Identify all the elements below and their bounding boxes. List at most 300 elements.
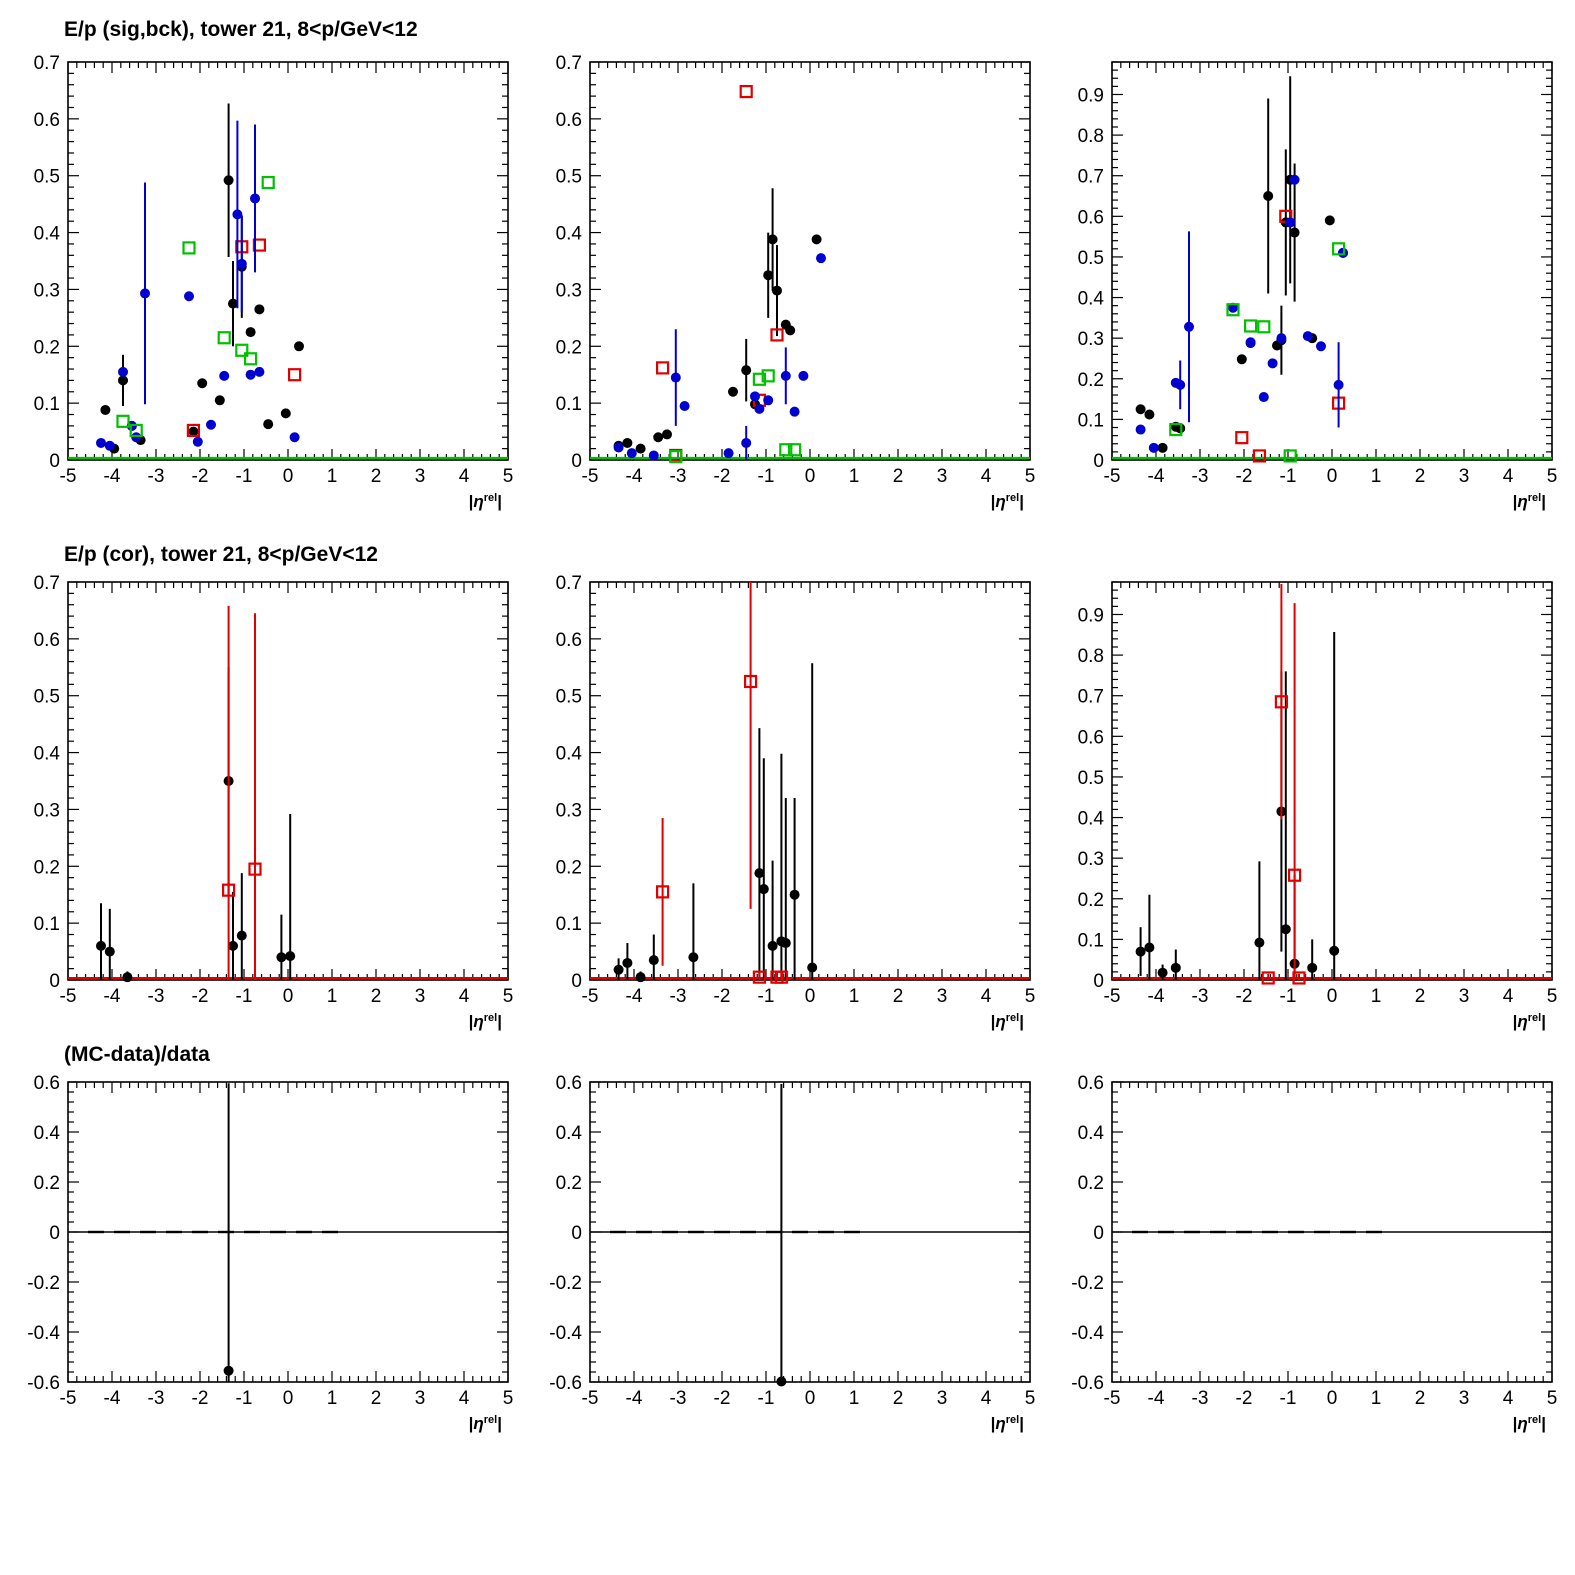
y-tick-label: 0.7 <box>33 573 60 594</box>
plot-r3c3 <box>1071 1073 1557 1433</box>
data-point-circle <box>290 432 300 442</box>
plot-frame <box>68 582 508 980</box>
data-point-circle <box>807 962 817 972</box>
y-tick-label: 0.4 <box>1077 808 1104 830</box>
data-point-circle <box>224 1366 234 1376</box>
data-point-circle <box>816 253 826 263</box>
data-point-circle <box>1144 943 1154 953</box>
x-tick-label: -4 <box>1147 466 1165 487</box>
x-tick-label: -1 <box>1279 986 1297 1007</box>
data-point-circle <box>790 407 800 417</box>
x-tick-label: 2 <box>892 986 904 1007</box>
x-axis-title <box>1513 1012 1546 1031</box>
x-tick-label: 3 <box>936 986 948 1007</box>
x-tick-label: 1 <box>1370 986 1382 1007</box>
svg-text:|ηrel|: $|\eta^{rel}|$ <box>990 492 1024 511</box>
x-tick-label: -2 <box>1235 466 1253 487</box>
x-tick-label: -4 <box>103 1388 121 1409</box>
y-tick-label: 0 <box>1093 1223 1104 1244</box>
x-tick-label: 5 <box>1024 986 1036 1007</box>
data-point-circle <box>1325 215 1335 225</box>
data-point-circle <box>763 395 773 405</box>
data-point-circle <box>1290 228 1300 238</box>
svg-text:|ηrel|: $|\eta^{rel}|$ <box>1512 492 1546 511</box>
y-tick-label: 0.1 <box>1077 410 1104 432</box>
x-tick-label: 3 <box>414 986 426 1007</box>
data-point-circle <box>653 432 663 442</box>
data-point-circle <box>790 890 800 900</box>
row1-title: E/p (sig,bck), tower 21, 8<p/GeV<12 <box>64 18 418 41</box>
x-tick-label: 0 <box>804 466 816 487</box>
row3-title: (MC-data)/data <box>64 1043 210 1066</box>
x-tick-label: -4 <box>1147 1388 1165 1409</box>
x-tick-label: -2 <box>1235 1388 1253 1409</box>
plot-r2c2 <box>556 573 1036 1031</box>
x-tick-label: 5 <box>502 1388 514 1409</box>
data-point-circle <box>237 259 247 269</box>
data-point-circle <box>118 375 128 385</box>
x-tick-label: 5 <box>1024 466 1036 487</box>
plot-r2c1 <box>34 573 514 1031</box>
data-point-circle <box>776 1377 786 1387</box>
y-tick-label: 0.5 <box>555 686 582 708</box>
y-tick-label: 0 <box>49 451 60 472</box>
x-tick-label: -2 <box>191 1388 209 1409</box>
data-point-circle <box>1144 410 1154 420</box>
y-tick-label: 0.9 <box>1077 605 1104 627</box>
x-tick-label: 3 <box>414 466 426 487</box>
x-tick-label: -1 <box>235 1388 253 1409</box>
x-tick-label: -4 <box>103 986 121 1007</box>
y-tick-label: 0.6 <box>1077 1073 1104 1094</box>
x-tick-label: -5 <box>581 986 599 1007</box>
x-tick-label: -3 <box>1191 466 1209 487</box>
y-tick-label: -0.6 <box>27 1373 60 1394</box>
y-tick-label: 0.5 <box>1077 247 1104 269</box>
x-axis-title <box>991 492 1024 511</box>
data-point-circle <box>614 442 624 452</box>
data-point-circle <box>131 432 141 442</box>
y-tick-label: 0.4 <box>555 223 582 245</box>
plot-r3c2 <box>549 1073 1035 1433</box>
data-point-circle <box>224 175 234 185</box>
data-point-circle <box>1276 333 1286 343</box>
y-tick-label: 0.5 <box>33 686 60 708</box>
data-point-circle <box>1175 380 1185 390</box>
data-point-circle <box>184 291 194 301</box>
x-tick-label: 2 <box>892 466 904 487</box>
data-point-circle <box>728 387 738 397</box>
x-tick-label: 3 <box>936 466 948 487</box>
data-point-circle <box>649 450 659 460</box>
y-tick-label: -0.4 <box>1071 1323 1104 1344</box>
x-tick-label: 2 <box>892 1388 904 1409</box>
data-point-circle <box>246 327 256 337</box>
x-tick-label: 5 <box>1546 986 1558 1007</box>
x-tick-label: -3 <box>669 466 687 487</box>
data-point-circle <box>662 429 672 439</box>
data-point-circle <box>197 378 207 388</box>
y-tick-label: 0.2 <box>555 1173 582 1194</box>
y-tick-label: 0.1 <box>1077 930 1104 952</box>
data-point-circle <box>1259 392 1269 402</box>
x-tick-label: -3 <box>669 1388 687 1409</box>
x-axis-title <box>1513 492 1546 511</box>
x-tick-label: 4 <box>458 986 470 1007</box>
data-point-circle <box>206 420 216 430</box>
x-tick-label: 2 <box>1414 1388 1426 1409</box>
y-tick-label: 0.2 <box>1077 369 1104 391</box>
x-tick-label: 5 <box>1546 466 1558 487</box>
data-point-circle <box>627 448 637 458</box>
y-tick-label: 0 <box>49 1223 60 1244</box>
y-tick-label: 0.6 <box>555 109 582 131</box>
x-tick-label: 4 <box>458 1388 470 1409</box>
data-point-circle <box>798 371 808 381</box>
data-point-circle <box>122 972 132 982</box>
data-point-circle <box>1307 963 1317 973</box>
x-tick-label: 0 <box>282 466 294 487</box>
y-tick-label: 0.8 <box>1077 646 1104 668</box>
y-tick-label: 0 <box>1093 971 1104 992</box>
data-point-circle <box>96 438 106 448</box>
data-point-circle <box>1281 924 1291 934</box>
data-point-circle <box>724 448 734 458</box>
data-point-circle <box>680 401 690 411</box>
x-tick-label: -2 <box>713 986 731 1007</box>
data-point-circle <box>688 952 698 962</box>
y-tick-label: 0.9 <box>1077 85 1104 107</box>
svg-text:|ηrel|: $|\eta^{rel}|$ <box>990 1012 1024 1031</box>
x-tick-label: -4 <box>625 466 643 487</box>
data-point-circle <box>100 405 110 415</box>
x-tick-label: -3 <box>147 1388 165 1409</box>
data-point-circle <box>1171 963 1181 973</box>
x-tick-label: 4 <box>980 986 992 1007</box>
y-tick-label: 0 <box>571 451 582 472</box>
data-point-circle <box>1263 191 1273 201</box>
plot-r1c1 <box>34 53 514 511</box>
x-tick-label: -2 <box>713 466 731 487</box>
x-tick-label: 1 <box>1370 1388 1382 1409</box>
x-tick-label: 1 <box>326 466 338 487</box>
x-tick-label: -5 <box>581 1388 599 1409</box>
y-tick-label: 0 <box>571 971 582 992</box>
y-tick-label: 0.1 <box>555 394 582 416</box>
plot-r1c2 <box>556 53 1036 511</box>
y-tick-label: 0.2 <box>1077 1173 1104 1194</box>
data-point-circle <box>118 367 128 377</box>
x-tick-label: 3 <box>1458 986 1470 1007</box>
x-tick-label: 4 <box>980 466 992 487</box>
x-tick-label: 0 <box>804 1388 816 1409</box>
x-tick-label: 3 <box>936 1388 948 1409</box>
y-tick-label: 0.7 <box>555 53 582 74</box>
data-point-circle <box>1136 947 1146 957</box>
y-tick-label: 0.4 <box>33 223 60 245</box>
data-point-circle <box>671 373 681 383</box>
x-tick-label: -1 <box>1279 466 1297 487</box>
y-tick-label: 0.3 <box>33 280 60 302</box>
x-tick-label: 1 <box>848 986 860 1007</box>
y-tick-label: -0.2 <box>549 1273 582 1294</box>
plot-frame <box>1112 582 1552 980</box>
x-tick-label: 3 <box>1458 466 1470 487</box>
x-tick-label: 1 <box>1370 466 1382 487</box>
data-point-circle <box>1329 946 1339 956</box>
x-tick-label: 0 <box>282 1388 294 1409</box>
x-axis-title <box>991 1414 1024 1433</box>
x-tick-label: -5 <box>1103 986 1121 1007</box>
y-tick-label: 0 <box>1093 451 1104 472</box>
x-tick-label: 0 <box>1326 1388 1338 1409</box>
data-point-circle <box>768 234 778 244</box>
y-tick-label: 0.8 <box>1077 126 1104 148</box>
data-point-circle <box>1237 354 1247 364</box>
data-point-circle <box>1285 217 1295 227</box>
x-tick-label: 5 <box>1024 1388 1036 1409</box>
data-point-circle <box>1136 404 1146 414</box>
x-tick-label: 0 <box>1326 466 1338 487</box>
y-tick-label: -0.6 <box>549 1373 582 1394</box>
x-tick-label: -5 <box>1103 466 1121 487</box>
y-tick-label: 0.6 <box>33 109 60 131</box>
data-point-circle <box>254 304 264 314</box>
y-tick-label: 0.6 <box>1077 727 1104 749</box>
x-tick-label: 3 <box>1458 1388 1470 1409</box>
x-tick-label: 4 <box>458 466 470 487</box>
data-point-circle <box>1158 443 1168 453</box>
data-point-circle <box>237 931 247 941</box>
y-tick-label: 0.6 <box>33 1073 60 1094</box>
y-tick-label: 0.2 <box>33 337 60 359</box>
x-tick-label: -3 <box>147 986 165 1007</box>
x-tick-label: 3 <box>414 1388 426 1409</box>
y-tick-label: 0.6 <box>555 629 582 651</box>
data-point-circle <box>750 391 760 401</box>
data-point-circle <box>285 951 295 961</box>
y-tick-label: 0.7 <box>1077 686 1104 708</box>
data-point-circle <box>140 288 150 298</box>
x-tick-label: -5 <box>1103 1388 1121 1409</box>
x-tick-label: 1 <box>326 986 338 1007</box>
data-point-circle <box>105 947 115 957</box>
data-point-circle <box>636 444 646 454</box>
y-tick-label: -0.4 <box>549 1323 582 1344</box>
x-tick-label: -1 <box>757 466 775 487</box>
x-axis-title <box>991 1012 1024 1031</box>
svg-text:|ηrel|: $|\eta^{rel}|$ <box>1512 1414 1546 1433</box>
x-tick-label: -5 <box>59 466 77 487</box>
y-tick-label: 0.2 <box>33 857 60 879</box>
data-point-circle <box>1149 443 1159 453</box>
data-point-circle <box>781 371 791 381</box>
y-tick-label: 0.2 <box>33 1173 60 1194</box>
y-tick-label: 0.7 <box>33 53 60 74</box>
svg-text:|ηrel|: $|\eta^{rel}|$ <box>1512 1012 1546 1031</box>
plot-frame <box>68 62 508 460</box>
x-axis-title <box>469 1012 502 1031</box>
data-point-circle <box>281 408 291 418</box>
y-tick-label: 0 <box>49 971 60 992</box>
data-point-circle <box>263 419 273 429</box>
x-tick-label: -2 <box>191 986 209 1007</box>
y-tick-label: 0.4 <box>1077 288 1104 310</box>
x-tick-label: 1 <box>848 466 860 487</box>
x-tick-label: 2 <box>370 986 382 1007</box>
y-tick-label: 0.2 <box>555 337 582 359</box>
x-tick-label: -2 <box>1235 986 1253 1007</box>
data-point-circle <box>754 404 764 414</box>
plot-frame <box>590 62 1030 460</box>
y-tick-label: 0.3 <box>555 800 582 822</box>
x-tick-label: -1 <box>757 1388 775 1409</box>
x-tick-label: -2 <box>191 466 209 487</box>
data-point-circle <box>759 884 769 894</box>
x-tick-label: 1 <box>848 1388 860 1409</box>
x-tick-label: -4 <box>1147 986 1165 1007</box>
x-tick-label: -3 <box>1191 1388 1209 1409</box>
y-tick-label: -0.2 <box>27 1273 60 1294</box>
x-tick-label: -5 <box>59 986 77 1007</box>
data-point-circle <box>1303 331 1313 341</box>
plot-r2c3 <box>1078 582 1558 1031</box>
x-tick-label: 1 <box>326 1388 338 1409</box>
data-point-circle <box>219 371 229 381</box>
x-tick-label: 2 <box>370 1388 382 1409</box>
x-tick-label: -1 <box>757 986 775 1007</box>
y-tick-label: 0.1 <box>33 394 60 416</box>
data-point-circle <box>294 341 304 351</box>
data-point-circle <box>1136 425 1146 435</box>
y-tick-label: 0.5 <box>1077 767 1104 789</box>
x-tick-label: 0 <box>282 986 294 1007</box>
data-point-circle <box>96 941 106 951</box>
y-tick-label: 0.1 <box>555 914 582 936</box>
svg-text:|ηrel|: $|\eta^{rel}|$ <box>468 1012 502 1031</box>
y-tick-label: -0.2 <box>1071 1273 1104 1294</box>
plot-r3c1 <box>27 1073 513 1433</box>
x-tick-label: -3 <box>669 986 687 1007</box>
x-tick-label: 4 <box>980 1388 992 1409</box>
data-point-circle <box>250 193 260 203</box>
x-tick-label: -4 <box>625 986 643 1007</box>
x-tick-label: -3 <box>147 466 165 487</box>
data-point-circle <box>1158 968 1168 978</box>
data-point-circle <box>614 965 624 975</box>
x-tick-label: -5 <box>59 1388 77 1409</box>
plot-frame <box>590 582 1030 980</box>
x-tick-label: -4 <box>625 1388 643 1409</box>
x-tick-label: 0 <box>1326 986 1338 1007</box>
data-point-circle <box>636 972 646 982</box>
y-tick-label: 0.1 <box>33 914 60 936</box>
x-tick-label: -1 <box>1279 1388 1297 1409</box>
data-point-circle <box>1184 322 1194 332</box>
y-tick-label: 0.4 <box>555 743 582 765</box>
data-point-circle <box>812 234 822 244</box>
x-tick-label: 2 <box>1414 986 1426 1007</box>
x-tick-label: 5 <box>1546 1388 1558 1409</box>
x-tick-label: 2 <box>370 466 382 487</box>
y-tick-label: 0.3 <box>1077 849 1104 871</box>
y-tick-label: 0.6 <box>555 1073 582 1094</box>
y-tick-label: 0.5 <box>33 166 60 188</box>
y-tick-label: 0.7 <box>1077 166 1104 188</box>
data-point-circle <box>649 955 659 965</box>
y-tick-label: 0.5 <box>555 166 582 188</box>
data-point-circle <box>276 952 286 962</box>
x-axis-title <box>1513 1414 1546 1433</box>
x-axis-title <box>469 1414 502 1433</box>
data-point-circle <box>741 438 751 448</box>
plot-r1c3 <box>1078 62 1558 511</box>
data-point-circle <box>215 395 225 405</box>
data-point-circle <box>741 365 751 375</box>
svg-text:|ηrel|: $|\eta^{rel}|$ <box>468 1414 502 1433</box>
x-tick-label: -5 <box>581 466 599 487</box>
y-tick-label: 0.7 <box>555 573 582 594</box>
x-tick-label: 5 <box>502 466 514 487</box>
svg-text:|ηrel|: $|\eta^{rel}|$ <box>468 492 502 511</box>
data-point-circle <box>246 370 256 380</box>
y-tick-label: -0.4 <box>27 1323 60 1344</box>
x-tick-label: -4 <box>103 466 121 487</box>
data-point-circle <box>622 438 632 448</box>
data-point-circle <box>105 441 115 451</box>
y-tick-label: 0.4 <box>555 1123 582 1144</box>
y-tick-label: 0.3 <box>1077 329 1104 351</box>
data-point-circle <box>1334 380 1344 390</box>
x-axis-title <box>469 492 502 511</box>
x-tick-label: -1 <box>235 466 253 487</box>
y-tick-label: -0.6 <box>1071 1373 1104 1394</box>
data-point-circle <box>1246 337 1256 347</box>
data-point-circle <box>1316 341 1326 351</box>
y-tick-label: 0.2 <box>1077 889 1104 911</box>
x-tick-label: 4 <box>1502 986 1514 1007</box>
x-tick-label: 4 <box>1502 1388 1514 1409</box>
data-point-circle <box>781 938 791 948</box>
y-tick-label: 0.4 <box>33 743 60 765</box>
data-point-circle <box>768 941 778 951</box>
y-tick-label: 0.6 <box>1077 207 1104 229</box>
x-tick-label: 5 <box>502 986 514 1007</box>
data-point-circle <box>193 437 203 447</box>
y-tick-label: 0.3 <box>33 800 60 822</box>
row2-title: E/p (cor), tower 21, 8<p/GeV<12 <box>64 543 378 566</box>
x-tick-label: -3 <box>1191 986 1209 1007</box>
data-point-circle <box>254 367 264 377</box>
data-point-circle <box>622 958 632 968</box>
y-tick-label: 0.4 <box>33 1123 60 1144</box>
x-tick-label: 4 <box>1502 466 1514 487</box>
data-point-circle <box>1268 358 1278 368</box>
x-tick-label: 0 <box>804 986 816 1007</box>
y-tick-label: 0 <box>571 1223 582 1244</box>
data-point-circle <box>772 286 782 296</box>
svg-text:|ηrel|: $|\eta^{rel}|$ <box>990 1414 1024 1433</box>
x-tick-label: -1 <box>235 986 253 1007</box>
x-tick-label: -2 <box>713 1388 731 1409</box>
y-tick-label: 0.4 <box>1077 1123 1104 1144</box>
data-point-circle <box>1290 175 1300 185</box>
y-tick-label: 0.3 <box>555 280 582 302</box>
y-tick-label: 0.6 <box>33 629 60 651</box>
data-point-circle <box>1254 938 1264 948</box>
x-tick-label: 2 <box>1414 466 1426 487</box>
data-point-circle <box>785 325 795 335</box>
